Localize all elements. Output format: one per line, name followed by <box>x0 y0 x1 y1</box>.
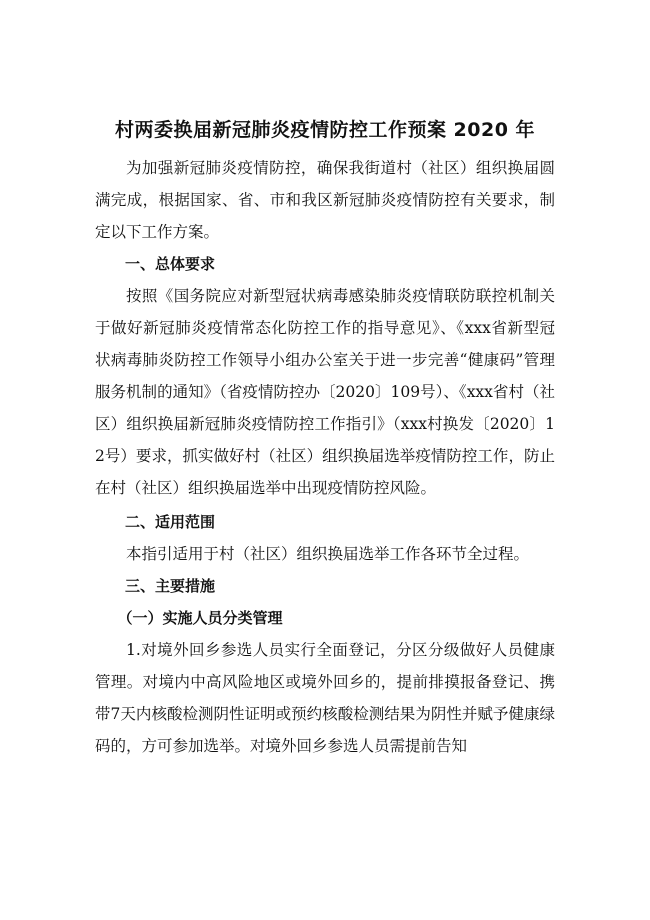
document-title: 村两委换届新冠肺炎疫情防控工作预案 2020 年 <box>114 119 536 141</box>
document-body <box>95 152 555 762</box>
intro-paragraph: 为加强新冠肺炎疫情防控，确保我街道村（社区）组织换届圆满完成，根据国家、省、市和我区新冠肺炎疫情防控有关要求，制定以下工作方案。 <box>95 159 555 241</box>
subsection-heading-personnel-management: （一）实施人员分类管理 <box>117 609 283 627</box>
scope-paragraph: 本指引适用于村（社区）组织换届选举工作各环节全过程。 <box>126 545 530 563</box>
section-heading-main-measures: 三、主要措施 <box>125 577 216 595</box>
general-requirements-paragraph: 按照《国务院应对新型冠状病毒感染肺炎疫情联防联控机制关于做好新冠肺炎疫情常态化防控工作的指导意见》、《xxx省新型冠状病毒肺炎防控工作领导小组办公室关于进一步完善“健康码”管理服务机制的通知》（省疫情防控办〔2020〕109号）、《xxx省村（社区）组织换届新冠肺炎疫情防控工作指引》（xxx村换发〔2020〕12号）要求，抓实做好村（社区）组织换届选举疫情防控工作，防止在村（社区）组织换届选举中出现疫情防控风险。 <box>95 287 555 497</box>
section-heading-scope: 二、适用范围 <box>125 513 216 531</box>
section-heading-general-requirements: 一、总体要求 <box>125 255 216 273</box>
item-1-paragraph: 1.对境外回乡参选人员实行全面登记，分区分级做好人员健康管理。对境内中高风险地区或境外回乡的，提前排摸报备登记、携带7天内核酸检测阴性证明或预约核酸检测结果为阴性并赋予健康绿码的，方可参加选举。对境外回乡参选人员需提前告知 <box>95 641 555 755</box>
